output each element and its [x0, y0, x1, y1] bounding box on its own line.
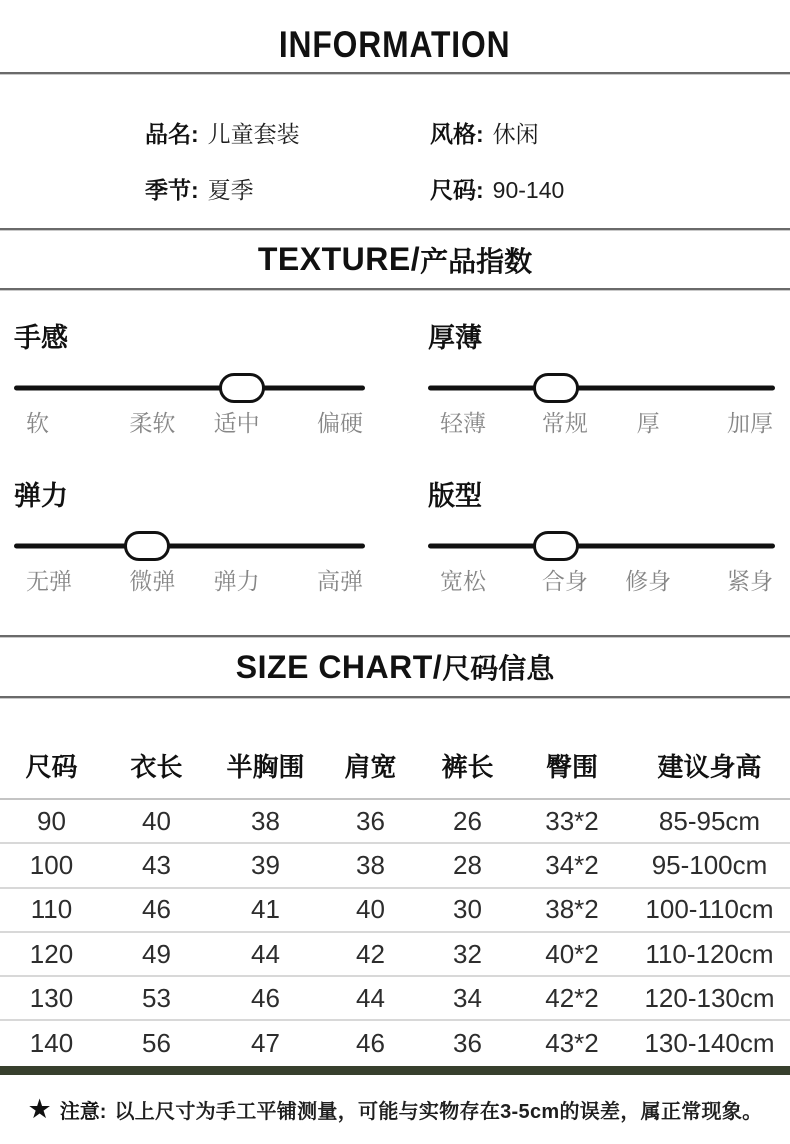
- attribute-label: 尺码:: [430, 177, 484, 203]
- texture-sliders: [0, 291, 790, 635]
- attribute-size-range: [430, 175, 790, 205]
- attribute-season: [145, 175, 430, 205]
- slider-track: [428, 528, 775, 564]
- table-cell: 44: [251, 938, 280, 969]
- size-chart-title: [236, 647, 554, 687]
- slider-thumb[interactable]: [533, 531, 579, 561]
- table-cell: 38*2: [545, 894, 599, 925]
- table-cell: 85-95cm: [658, 805, 761, 836]
- table-cell: 46: [142, 894, 171, 925]
- table-row: [0, 889, 790, 933]
- table-cell: 36: [453, 1028, 482, 1059]
- attribute-value: 夏季: [207, 177, 254, 203]
- table-cell: 43: [142, 849, 171, 880]
- texture-slider-0: [14, 322, 365, 438]
- star-icon: ★: [27, 1094, 52, 1124]
- table-row: [0, 800, 790, 844]
- table-cell: 95-100cm: [651, 849, 768, 880]
- table-cell: 46: [251, 982, 280, 1013]
- size-chart-header-row: [0, 699, 790, 800]
- table-cell: 49: [142, 938, 171, 969]
- slider-option: 宽松: [440, 568, 486, 594]
- slider-label: 厚薄: [428, 323, 482, 353]
- footer-note: [0, 1075, 790, 1144]
- slider-options: [428, 566, 775, 596]
- table-cell: 28: [453, 849, 482, 880]
- slider-option: 紧身: [727, 568, 773, 594]
- slider-track-line: [14, 386, 365, 391]
- table-cell: 42: [356, 938, 385, 969]
- slider-option: 轻薄: [440, 410, 486, 436]
- slider-label: 手感: [14, 323, 68, 353]
- slider-options: [428, 408, 775, 438]
- accent-band: [0, 1066, 790, 1075]
- slider-options: [14, 566, 365, 596]
- slider-option: 加厚: [727, 410, 773, 436]
- attribute-style: [430, 119, 790, 149]
- slider-track-line: [14, 544, 365, 549]
- table-cell: 53: [142, 982, 171, 1013]
- product-attributes: [0, 75, 790, 228]
- table-cell: 33*2: [545, 805, 599, 836]
- column-header: 尺码: [25, 752, 78, 782]
- table-cell: 90: [37, 805, 66, 836]
- slider-option: 修身: [625, 568, 672, 594]
- size-chart-title-en: SIZE CHART/: [235, 648, 443, 685]
- table-cell: 110: [30, 894, 73, 925]
- table-cell: 40: [142, 805, 171, 836]
- size-chart-body: [0, 800, 790, 1066]
- attribute-product-name: [145, 119, 430, 149]
- attribute-value: 90-140: [492, 177, 565, 203]
- table-row: [0, 977, 790, 1021]
- slider-option: 无弹: [26, 568, 72, 594]
- texture-slider-1: [428, 322, 775, 438]
- table-cell: 39: [251, 849, 280, 880]
- column-header: 半胸围: [226, 752, 305, 782]
- table-cell: 47: [251, 1028, 280, 1059]
- slider-thumb[interactable]: [124, 531, 170, 561]
- attribute-label: 风格:: [430, 121, 484, 147]
- column-header: 建议身高: [657, 752, 762, 782]
- slider-option: 柔软: [129, 410, 176, 436]
- table-cell: 38: [356, 849, 385, 880]
- texture-title-en: TEXTURE/: [257, 241, 421, 277]
- note-label: 注意:: [59, 1101, 107, 1123]
- attribute-label: 品名:: [145, 121, 199, 147]
- slider-track-line: [428, 544, 775, 549]
- slider-label: 版型: [428, 481, 482, 511]
- table-cell: 140: [29, 1028, 74, 1059]
- slider-option: 微弹: [129, 568, 176, 594]
- table-cell: 38: [251, 805, 280, 836]
- table-cell: 40: [356, 894, 385, 925]
- size-chart-title-cn: 尺码信息: [442, 653, 555, 684]
- table-cell: 34*2: [545, 849, 599, 880]
- attribute-value: 休闲: [492, 121, 539, 147]
- slider-thumb[interactable]: [219, 373, 265, 403]
- information-title: INFORMATION: [279, 24, 511, 65]
- column-header: 裤长: [441, 752, 494, 782]
- slider-option: 软: [26, 410, 49, 436]
- slider-thumb[interactable]: [533, 373, 579, 403]
- note-text: 以上尺寸为手工平铺测量，可能与实物存在3-5cm的误差，属正常现象。: [114, 1101, 763, 1123]
- texture-section-header: [0, 231, 790, 288]
- column-header: 衣长: [130, 752, 183, 782]
- slider-track: [14, 528, 365, 564]
- table-cell: 110-120cm: [645, 938, 774, 969]
- slider-option: 厚: [636, 410, 660, 436]
- texture-title: [258, 240, 532, 280]
- table-row: [0, 1021, 790, 1065]
- table-cell: 34: [453, 982, 482, 1013]
- size-chart-table: [0, 699, 790, 1066]
- slider-option: 常规: [541, 410, 588, 436]
- table-cell: 130-140cm: [644, 1028, 775, 1059]
- table-cell: 32: [453, 938, 482, 969]
- table-cell: 56: [142, 1028, 171, 1059]
- table-row: [0, 933, 790, 977]
- column-header: 肩宽: [344, 752, 397, 782]
- slider-options: [14, 408, 365, 438]
- table-cell: 100: [29, 849, 74, 880]
- table-cell: 41: [251, 894, 280, 925]
- slider-track: [428, 370, 775, 406]
- table-cell: 46: [356, 1028, 385, 1059]
- column-header: 臀围: [545, 752, 598, 782]
- slider-option: 合身: [541, 568, 588, 594]
- slider-option: 偏硬: [317, 410, 363, 436]
- slider-track: [14, 370, 365, 406]
- attribute-value: 儿童套装: [207, 121, 300, 147]
- slider-track-line: [428, 386, 775, 391]
- slider-label: 弹力: [14, 481, 68, 511]
- slider-option: 高弹: [317, 568, 363, 594]
- texture-slider-2: [14, 480, 365, 596]
- table-cell: 120-130cm: [644, 982, 775, 1013]
- table-cell: 30: [453, 894, 482, 925]
- slider-option: 弹力: [213, 568, 260, 594]
- table-cell: 130: [29, 982, 74, 1013]
- table-cell: 43*2: [545, 1028, 599, 1059]
- texture-title-cn: 产品指数: [420, 245, 533, 277]
- attribute-label: 季节:: [145, 177, 199, 203]
- size-chart-section-header: [0, 638, 790, 696]
- table-cell: 40*2: [545, 938, 599, 969]
- table-cell: 36: [356, 805, 385, 836]
- table-cell: 26: [453, 805, 482, 836]
- table-row: [0, 844, 790, 888]
- slider-option: 适中: [213, 410, 260, 436]
- table-cell: 120: [29, 938, 74, 969]
- table-cell: 42*2: [545, 982, 599, 1013]
- information-header: [0, 0, 790, 72]
- texture-slider-3: [428, 480, 775, 596]
- table-cell: 44: [356, 982, 385, 1013]
- table-cell: 100-110cm: [645, 894, 774, 925]
